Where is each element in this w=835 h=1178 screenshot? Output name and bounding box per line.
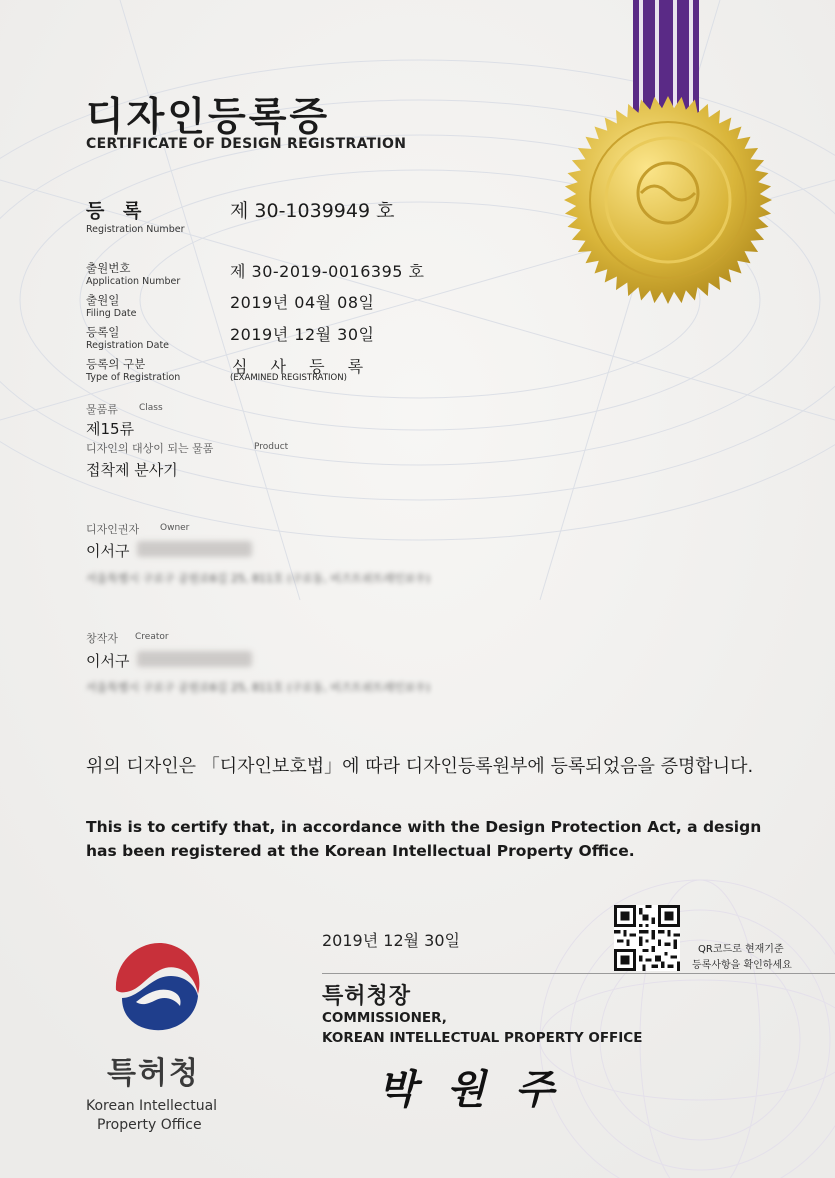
- qr-instruction-line-1: QR코드로 현재기준: [698, 944, 784, 955]
- registration-date: 2019년 12월 30일: [230, 325, 375, 344]
- certification-statement-english: This is to certify that, in accordance with the Design Protection Act, a design has been registered at the Korean Intellectual Property Office.: [86, 818, 762, 860]
- office-name-korean: 특허청: [107, 1056, 200, 1091]
- creator-label: 창작자: [86, 632, 118, 645]
- class-label: 물품류: [86, 403, 118, 416]
- owner-address-redacted: 서울특별시 구로구 공원로6길 25, 811호 (구로동, 비즈트위트레인보우): [86, 572, 431, 585]
- registration-label-english: Registration Number: [86, 224, 185, 235]
- product-label: 디자인의 대상이 되는 물품: [86, 442, 214, 455]
- class-label-english: Class: [139, 403, 163, 413]
- application-label: 출원번호: [86, 261, 131, 275]
- filing-date-label: 출원일: [86, 293, 120, 307]
- creator-label-english: Creator: [135, 632, 169, 642]
- application-label-english: Application Number: [86, 276, 181, 287]
- application-number: 제 30-2019-0016395 호: [230, 262, 425, 281]
- commissioner-office-english: KOREAN INTELLECTUAL PROPERTY OFFICE: [322, 1030, 643, 1046]
- product-value: 접착제 분사기: [86, 461, 178, 479]
- registration-date-label: 등록일: [86, 325, 120, 339]
- qr-code-icon[interactable]: [614, 905, 680, 971]
- creator-name: 이서구: [86, 652, 130, 670]
- issue-date: 2019년 12월 30일: [322, 931, 460, 950]
- redacted-creator-id: [137, 651, 252, 667]
- office-name-english-line-1: Korean Intellectual: [86, 1098, 218, 1114]
- gold-seal-icon: [563, 95, 773, 305]
- document-title-english: CERTIFICATE OF DESIGN REGISTRATION: [86, 136, 407, 152]
- registration-number: 제 30-1039949 호: [230, 200, 395, 222]
- registration-label: 등 록: [86, 200, 148, 222]
- qr-instruction-line-2: 등록사항을 확인하세요: [692, 960, 792, 971]
- class-value: 제15류: [86, 420, 135, 438]
- filing-date: 2019년 04월 08일: [230, 293, 375, 312]
- redacted-owner-id: [137, 541, 252, 557]
- filing-date-label-english: Filing Date: [86, 308, 137, 319]
- footer-divider: [322, 973, 835, 974]
- commissioner-title-english: COMMISSIONER,: [322, 1010, 447, 1026]
- product-label-english: Product: [254, 442, 289, 452]
- registration-type-english: (EXAMINED REGISTRATION): [230, 373, 347, 383]
- creator-address-redacted: 서울특별시 구로구 공원로6길 25, 811호 (구로동, 비즈트위트레인보우): [86, 681, 431, 694]
- owner-label: 디자인권자: [86, 523, 140, 536]
- registration-type: 심 사 등 록: [232, 357, 373, 376]
- kipo-logo-icon: [106, 932, 210, 1036]
- owner-name: 이서구: [86, 542, 130, 560]
- commissioner-signature: 박 원 주: [378, 1066, 562, 1113]
- commissioner-title-korean: 특허청장: [322, 984, 412, 1009]
- document-title: 디자인등록증: [86, 95, 331, 140]
- certification-statement-korean: 위의 디자인은 「디자인보호법」에 따라 디자인등록원부에 등록되었음을 증명합니다.: [86, 756, 754, 777]
- registration-type-label-english: Type of Registration: [86, 372, 181, 383]
- registration-date-label-english: Registration Date: [86, 340, 170, 351]
- owner-label-english: Owner: [160, 523, 190, 533]
- office-name-english-line-2: Property Office: [97, 1117, 202, 1133]
- registration-type-label: 등록의 구분: [86, 357, 146, 371]
